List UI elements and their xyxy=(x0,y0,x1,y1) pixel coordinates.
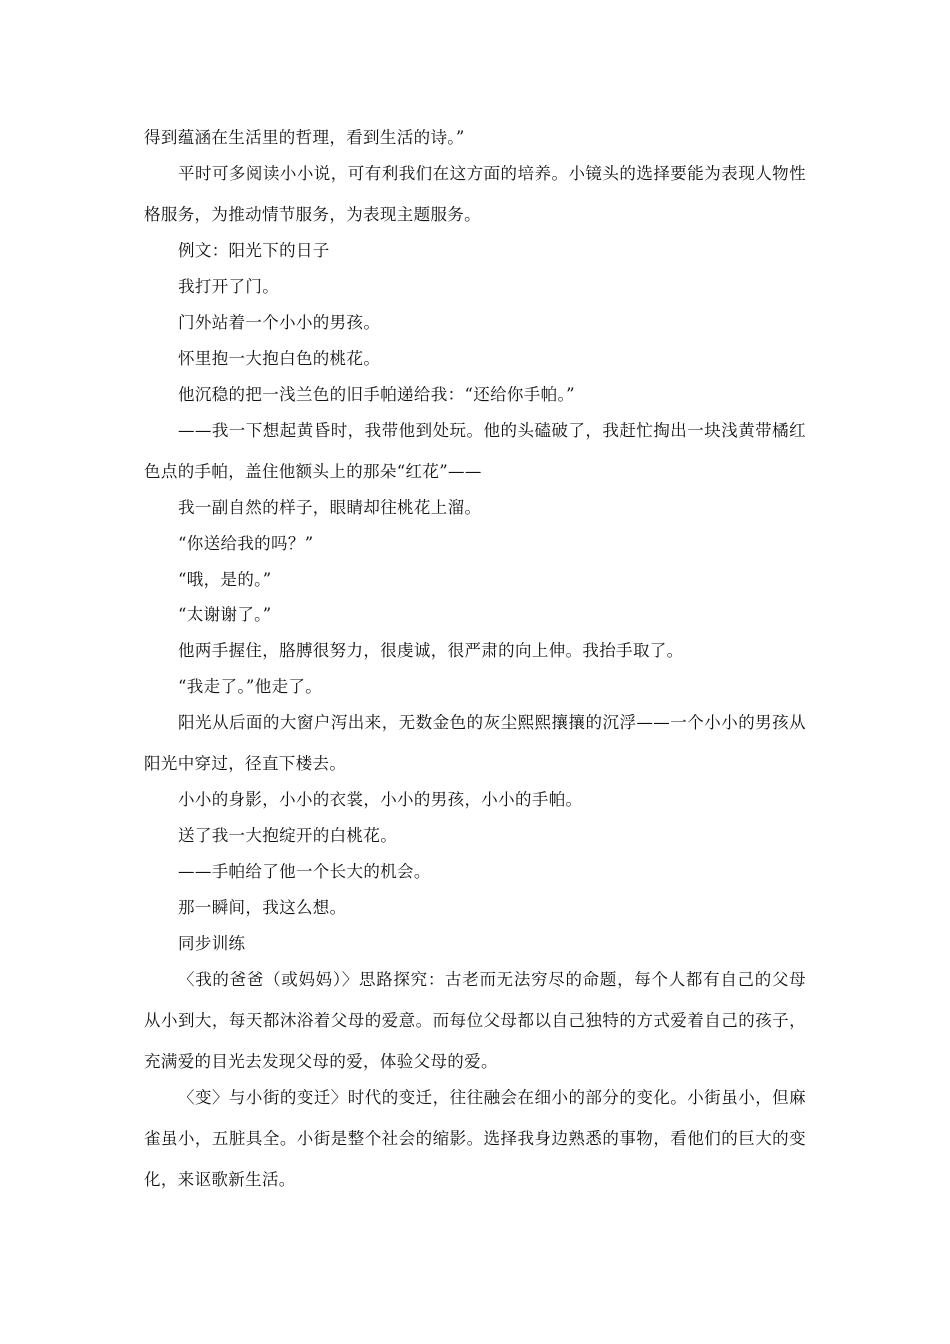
text-line: 阳光中穿过，径直下楼去。 xyxy=(144,754,347,773)
text-line: 他两手握住，胳膊很努力，很虔诚，很严肃的向上伸。我抬手取了。 xyxy=(178,641,684,660)
text-line: ——我一下想起黄昏时，我带他到处玩。他的头磕破了，我赶忙掏出一块浅黄带橘红 xyxy=(178,421,806,440)
text-line: “你送给我的吗？” xyxy=(178,534,314,553)
text-line: “太谢谢了。” xyxy=(178,605,272,624)
text-line: 平时可多阅读小小说，可有利我们在这方面的培养。小镜头的选择要能为表现人物性 xyxy=(178,164,806,183)
text-line: 〈变〉与小街的变迁〉时代的变迁，往往融会在细小的部分的变化。小街虽小，但麻 xyxy=(178,1088,806,1107)
text-line: 从小到大，每天都沐浴着父母的爱意。而每位父母都以自己独特的方式爱着自己的孩子， xyxy=(144,1011,806,1030)
text-line: 我打开了门。 xyxy=(178,277,280,296)
text-line: 那一瞬间，我这么想。 xyxy=(178,898,347,917)
text-line: 我一副自然的样子，眼睛却往桃花上溜。 xyxy=(178,498,482,517)
text-line: 送了我一大抱绽开的白桃花。 xyxy=(178,826,398,845)
text-line: 他沉稳的把一浅兰色的旧手帕递给我：“还给你手帕。” xyxy=(178,385,575,404)
text-line: 充满爱的目光去发现父母的爱，体验父母的爱。 xyxy=(144,1052,498,1071)
text-line: “我走了。”他走了。 xyxy=(178,677,323,696)
text-line: 色点的手帕，盖住他额头上的那朵“红花”—— xyxy=(144,462,482,481)
text-line: “哦，是的。” xyxy=(178,570,272,589)
text-line: 门外站着一个小小的男孩。 xyxy=(178,313,381,332)
text-line: 例文：阳光下的日子 xyxy=(178,241,330,260)
text-line: 得到蕴涵在生活里的哲理，看到生活的诗。” xyxy=(144,128,465,147)
text-line: 〈我的爸爸（或妈妈）〉思路探究：古老而无法穷尽的命题，每个人都有自己的父母 xyxy=(178,970,806,989)
text-line: 小小的身影，小小的衣裳，小小的男孩，小小的手帕。 xyxy=(178,790,583,809)
section-heading: 同步训练 xyxy=(178,934,246,953)
text-line: 格服务，为推动情节服务，为表现主题服务。 xyxy=(144,205,481,224)
text-line: 雀虽小，五脏具全。小街是整个社会的缩影。选择我身边熟悉的事物，看他们的巨大的变 xyxy=(144,1129,806,1148)
text-line: 阳光从后面的大窗户泻出来，无数金色的灰尘熙熙攘攘的沉浮——一个小小的男孩从 xyxy=(178,713,806,732)
text-line: 化，来讴歌新生活。 xyxy=(144,1170,296,1189)
text-line: 怀里抱一大抱白色的桃花。 xyxy=(178,349,381,368)
text-line: ——手帕给了他一个长大的机会。 xyxy=(178,862,431,881)
